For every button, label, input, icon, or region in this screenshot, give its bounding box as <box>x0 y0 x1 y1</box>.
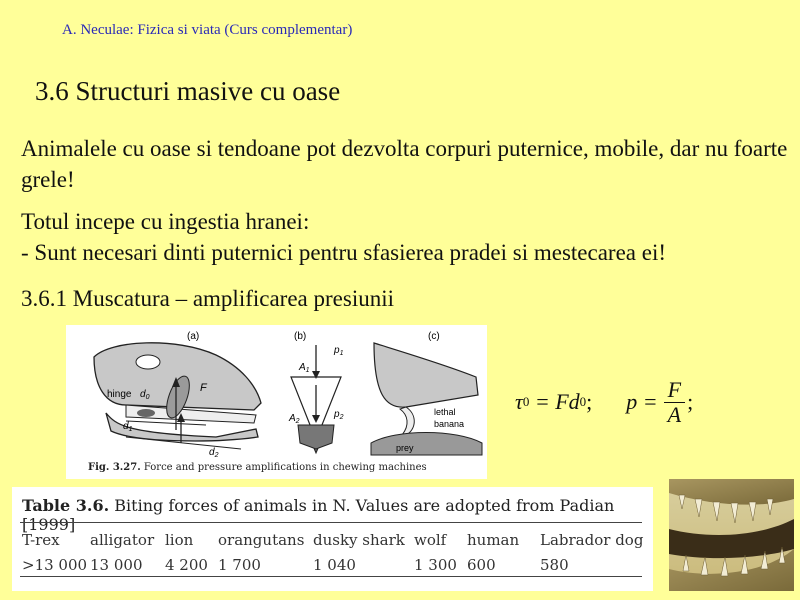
table-header-cell: orangutans <box>218 531 305 549</box>
label-b: (b) <box>294 331 307 342</box>
slide-title: 3.6 Structuri masive cu oase <box>35 76 341 106</box>
label-d2: $d_2$ <box>209 447 219 459</box>
table-cell: 600 <box>467 556 496 574</box>
chewing-machines-figure <box>66 325 487 479</box>
formula-d-sub: 0 <box>579 394 587 409</box>
label-F: F <box>200 382 207 394</box>
paragraph-bones: Animalele cu oase si tendoane pot dezvolta corpuri puternice, mobile, dar nu foarte grele! <box>21 136 788 192</box>
table-header-cell: human <box>467 531 520 549</box>
label-A1: $A_1$ <box>299 362 310 374</box>
table-cell: 13 000 <box>90 556 143 574</box>
label-c: (c) <box>428 331 440 342</box>
table-row <box>12 556 653 576</box>
table-header-cell: lion <box>165 531 194 549</box>
label-d1: $d_1$ <box>123 421 133 433</box>
label-p1: $p_1$ <box>334 345 344 357</box>
table-header-cell: T-rex <box>22 531 60 549</box>
table-caption-label: Table 3.6. <box>22 496 110 515</box>
table-caption-text: Biting forces of animals in N. Values are adopted from Padian [1999] <box>22 496 615 534</box>
formula-fraction <box>664 378 685 427</box>
label-prey: prey <box>396 443 414 453</box>
slide-header: A. Neculae: Fizica si viata (Curs complementar) <box>62 22 353 38</box>
paragraph-food-line2: - Sunt necesari dinti puternici pentru sfasierea pradei si mestecarea ei! <box>21 240 666 265</box>
table-cell: 4 200 <box>165 556 208 574</box>
formula-sep: ; <box>586 389 593 414</box>
formula-eq1: = Fd <box>529 389 580 414</box>
figure-drawing <box>66 325 487 479</box>
label-hinge: hinge <box>107 389 132 400</box>
table-cell: 1 300 <box>414 556 457 574</box>
table-rule-bottom <box>20 576 642 577</box>
table-caption <box>22 496 653 534</box>
table-header-cell: wolf <box>414 531 447 549</box>
label-banana: banana <box>434 419 465 429</box>
formula-tau-sub: 0 <box>522 394 530 409</box>
figure-caption-text: Force and pressure amplifications in chewing machines <box>143 462 427 473</box>
jaw-photo <box>669 479 794 591</box>
subsection-title: 3.6.1 Muscatura – amplificarea presiunii <box>21 286 394 311</box>
formula-tau: τ <box>515 389 523 414</box>
label-lethal: lethal <box>434 407 456 417</box>
label-d0: $d_0$ <box>140 389 150 401</box>
formula-p: p = <box>626 389 658 414</box>
table-cell: 580 <box>540 556 569 574</box>
table-cell: 1 040 <box>313 556 356 574</box>
formula <box>515 372 693 432</box>
paragraph-food <box>21 206 791 268</box>
formula-end: ; <box>687 389 694 414</box>
table-rule-top <box>20 522 642 523</box>
jaw-photo-image <box>669 479 794 591</box>
label-p2: $p_2$ <box>334 409 344 421</box>
paragraph-food-line1: Totul incepe cu ingestia hranei: <box>21 209 310 234</box>
table-header-cell: Labrador dog <box>540 531 644 549</box>
label-a: (a) <box>187 331 200 342</box>
figure-caption <box>88 462 427 473</box>
figure-caption-label: Fig. 3.27. <box>88 462 141 473</box>
table-header-cell: dusky shark <box>313 531 405 549</box>
formula-denominator: A <box>667 401 682 427</box>
biting-forces-table <box>12 487 653 591</box>
table-header-cell: alligator <box>90 531 155 549</box>
table-cell: 1 700 <box>218 556 261 574</box>
table-cell: >13 000 <box>22 556 88 574</box>
formula-numerator: F <box>664 378 685 403</box>
table-header-row <box>12 531 653 551</box>
label-A2: $A_2$ <box>289 413 300 425</box>
